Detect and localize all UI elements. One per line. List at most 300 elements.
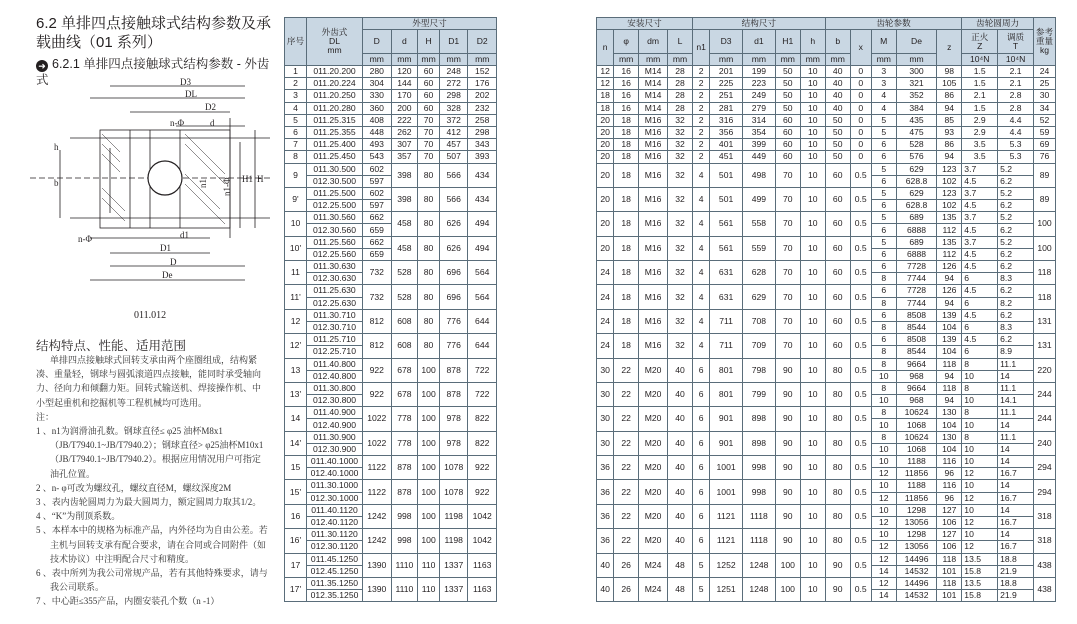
table-row (285, 126, 497, 138)
cell-b: 60 (825, 334, 850, 358)
cell-seq: 14 (285, 407, 307, 431)
cell-H: 80 (418, 163, 440, 187)
cell-H: 100 (418, 382, 440, 406)
cell-D3: 631 (710, 261, 743, 285)
cell-f1: 13.5 (962, 577, 998, 589)
table-row (597, 90, 1056, 102)
cell-D3: 451 (710, 151, 743, 163)
cell-De: 8544 (896, 346, 937, 358)
cell-De: 11856 (896, 492, 937, 504)
cell-n: 20 (597, 139, 614, 151)
cell-M: 12 (871, 468, 896, 480)
cell-D: 280 (363, 66, 392, 78)
cell-D3: 901 (710, 431, 743, 455)
cell-De: 6888 (896, 224, 937, 236)
cell-L: 32 (668, 114, 693, 126)
cell-seq: 11' (285, 285, 307, 309)
cell-D3: 316 (710, 114, 743, 126)
col-d1: d1 (742, 30, 775, 54)
cell-d: 1110 (391, 553, 418, 577)
cell-z: 104 (937, 443, 962, 455)
cell-f2: 8.2 (998, 297, 1034, 309)
cell-model: 011.30.560 (307, 212, 363, 224)
cell-d: 458 (391, 212, 418, 236)
group-outline: 外型尺寸 (363, 18, 497, 30)
cell-H: 100 (418, 504, 440, 528)
cell-n: 20 (597, 236, 614, 260)
col-b: b (825, 30, 850, 54)
cell-model: 011.40.800 (307, 358, 363, 370)
cell-M: 5 (871, 236, 896, 248)
table-row (285, 114, 497, 126)
table-row (285, 212, 497, 224)
cell-z: 123 (937, 163, 962, 175)
cell-b: 50 (825, 151, 850, 163)
cell-dm: M20 (639, 504, 668, 528)
cell-d1: 798 (742, 358, 775, 382)
cell-H: 60 (418, 78, 440, 90)
label-d3: D3 (180, 78, 191, 87)
col-De: De (896, 30, 937, 54)
cell-b: 50 (825, 139, 850, 151)
cell-M: 10 (871, 529, 896, 541)
cell-n: 30 (597, 358, 614, 382)
cell-d: 262 (391, 126, 418, 138)
cell-h: 10 (800, 480, 825, 504)
cell-z: 102 (937, 175, 962, 187)
cell-De: 14496 (896, 553, 937, 565)
cell-D: 330 (363, 90, 392, 102)
cell-L: 32 (668, 236, 693, 260)
svg-text:b: b (54, 178, 59, 188)
cell-f2: 14 (998, 456, 1034, 468)
cell-L: 28 (668, 102, 693, 114)
cell-f1: 10 (962, 529, 998, 541)
cell-D: 1390 (363, 577, 392, 601)
cell-d1: 1248 (742, 553, 775, 577)
cell-f1: 2.1 (962, 90, 998, 102)
cell-z: 139 (937, 309, 962, 321)
cell-p: 16 (614, 66, 639, 78)
cell-d: 608 (391, 334, 418, 358)
cell-b: 90 (825, 577, 850, 601)
cell-H1: 90 (775, 407, 800, 431)
cell-dm: M16 (639, 151, 668, 163)
cell-De: 968 (896, 395, 937, 407)
cell-De: 13056 (896, 541, 937, 553)
col-d2: D2 (468, 30, 497, 54)
cell-x: 0.5 (850, 187, 871, 211)
cell-D1: 696 (439, 261, 468, 285)
cell-weight: 318 (1034, 529, 1056, 553)
cell-De: 1068 (896, 419, 937, 431)
table-row (597, 163, 1056, 175)
cell-d: 678 (391, 358, 418, 382)
cell-L: 32 (668, 261, 693, 285)
cell-model: 012.30.1120 (307, 541, 363, 553)
cell-h: 10 (800, 163, 825, 187)
cell-n: 18 (597, 90, 614, 102)
cell-H1: 70 (775, 261, 800, 285)
cell-De: 628.8 (896, 200, 937, 212)
cell-dm: M24 (639, 553, 668, 577)
cell-f1: 3.7 (962, 163, 998, 175)
cell-D2: 1042 (468, 529, 497, 553)
cell-D3: 801 (710, 358, 743, 382)
cell-L: 28 (668, 66, 693, 78)
features-body (36, 353, 268, 609)
cell-d: 528 (391, 285, 418, 309)
table-row (285, 407, 497, 419)
cell-d1: 499 (742, 187, 775, 211)
table-row (597, 285, 1056, 297)
cell-D1: 248 (439, 66, 468, 78)
cell-D3: 201 (710, 66, 743, 78)
left-panel (0, 0, 280, 624)
cell-seq: 16' (285, 529, 307, 553)
cell-M: 14 (871, 565, 896, 577)
cell-D: 493 (363, 139, 392, 151)
cell-p: 18 (614, 151, 639, 163)
cell-model: 011.40.900 (307, 407, 363, 419)
cell-h: 10 (800, 236, 825, 260)
col-x: x (850, 30, 871, 66)
cell-d1: 1118 (742, 529, 775, 553)
table-row (597, 480, 1056, 492)
table-row (597, 553, 1056, 565)
cell-f2: 4.4 (998, 114, 1034, 126)
note-item: 5 、本样本中的规格为标准产品，内外径均为自由公差。若主机与回转支承有配合要求，请在合同或合同附件（如技术协议）中注明配合尺寸和精度。 (36, 525, 268, 564)
cell-M: 8 (871, 358, 896, 370)
cell-weight: 30 (1034, 90, 1056, 102)
cell-f1: 8 (962, 358, 998, 370)
cell-H: 100 (418, 358, 440, 382)
cell-De: 628.8 (896, 175, 937, 187)
cell-d1: 709 (742, 334, 775, 358)
cell-f1: 1.5 (962, 78, 998, 90)
note-item: 1 、n1为润滑油孔数。钢球直径≤ φ25 油杯M8x1（JB/T7940.1~JB/T7940.2）；钢球直径> φ25油杯M10x1（JB/T7940.1~JB/T7940.2）。根据应用情况用户可指定油孔位置。 (36, 426, 264, 479)
cell-D1: 696 (439, 285, 468, 309)
col-force-tempered: 调质 T (998, 30, 1034, 54)
cell-De: 9664 (896, 358, 937, 370)
cell-D1: 372 (439, 114, 468, 126)
col-L: L (668, 30, 693, 54)
unit-force: 10⁴N (962, 54, 998, 66)
cell-seq: 11 (285, 261, 307, 285)
cell-z: 123 (937, 187, 962, 199)
cell-H: 60 (418, 90, 440, 102)
unit-mm: mm (418, 54, 440, 66)
cell-De: 384 (896, 102, 937, 114)
table-row (597, 102, 1056, 114)
cell-model: 011.30.800 (307, 382, 363, 394)
cell-model: 011.25.400 (307, 139, 363, 151)
cell-n1: 4 (693, 236, 710, 260)
cell-M: 6 (871, 200, 896, 212)
cell-f1: 10 (962, 456, 998, 468)
cell-n1: 6 (693, 529, 710, 553)
cell-model: 011.20.224 (307, 78, 363, 90)
cell-f1: 10 (962, 480, 998, 492)
features-heading: 结构特点、性能、适用范围 (36, 339, 187, 353)
cell-d1: 279 (742, 102, 775, 114)
cell-H1: 70 (775, 187, 800, 211)
cell-model: 012.30.500 (307, 175, 363, 187)
table-row (285, 504, 497, 516)
cell-p: 18 (614, 334, 639, 358)
cell-h: 10 (800, 78, 825, 90)
cell-De: 968 (896, 370, 937, 382)
table-row (597, 236, 1056, 248)
cell-n1: 2 (693, 126, 710, 138)
cell-D1: 566 (439, 163, 468, 187)
cell-d1: 558 (742, 212, 775, 236)
cell-f2: 21.9 (998, 565, 1034, 577)
cell-L: 40 (668, 407, 693, 431)
cell-H1: 90 (775, 480, 800, 504)
cell-H: 80 (418, 261, 440, 285)
cell-f1: 4.5 (962, 200, 998, 212)
cell-n: 36 (597, 480, 614, 504)
cell-p: 22 (614, 529, 639, 553)
table-row (285, 187, 497, 199)
cell-x: 0.5 (850, 309, 871, 333)
col-h: h (800, 30, 825, 54)
cell-p: 18 (614, 187, 639, 211)
cell-f2: 6.2 (998, 224, 1034, 236)
cell-L: 32 (668, 151, 693, 163)
cell-x: 0 (850, 66, 871, 78)
cell-h: 10 (800, 456, 825, 480)
cell-De: 9664 (896, 382, 937, 394)
cell-D1: 626 (439, 236, 468, 260)
cell-D: 922 (363, 382, 392, 406)
cell-D1: 878 (439, 358, 468, 382)
cell-n: 24 (597, 309, 614, 333)
cell-H1: 60 (775, 126, 800, 138)
cell-f2: 16.7 (998, 541, 1034, 553)
cell-M: 10 (871, 443, 896, 455)
cell-M: 12 (871, 492, 896, 504)
cell-f2: 14 (998, 419, 1034, 431)
col-model: 外齿式 DL mm (307, 18, 363, 66)
cell-weight: 34 (1034, 102, 1056, 114)
cell-D2: 202 (468, 90, 497, 102)
cell-x: 0.5 (850, 261, 871, 285)
cell-z: 94 (937, 395, 962, 407)
cell-dm: M16 (639, 285, 668, 309)
cell-model: 012.25.630 (307, 297, 363, 309)
cell-f2: 6.2 (998, 261, 1034, 273)
cell-dm: M16 (639, 139, 668, 151)
cell-b: 80 (825, 407, 850, 431)
table-row (285, 261, 497, 273)
cell-z: 118 (937, 382, 962, 394)
cell-n: 40 (597, 577, 614, 601)
cell-z: 112 (937, 248, 962, 260)
cell-D3: 901 (710, 407, 743, 431)
cell-M: 6 (871, 175, 896, 187)
cell-h: 10 (800, 382, 825, 406)
cell-model: 012.30.800 (307, 395, 363, 407)
cell-H1: 70 (775, 309, 800, 333)
table-row (597, 78, 1056, 90)
cell-D: 602 (363, 163, 392, 175)
cell-seq: 6 (285, 126, 307, 138)
cell-H1: 90 (775, 358, 800, 382)
cell-h: 10 (800, 529, 825, 553)
cell-model: 011.25.315 (307, 114, 363, 126)
cell-b: 80 (825, 382, 850, 406)
cell-D: 1242 (363, 504, 392, 528)
unit-mm: mm (614, 54, 639, 66)
cell-d: 357 (391, 151, 418, 163)
cell-model: 011.25.560 (307, 236, 363, 248)
cell-D3: 1251 (710, 577, 743, 601)
table-row (597, 126, 1056, 138)
cell-model: 011.30.500 (307, 163, 363, 175)
cell-d1: 708 (742, 309, 775, 333)
cell-x: 0.5 (850, 358, 871, 382)
cell-H: 100 (418, 480, 440, 504)
note-item: 2 、n- φ可改为螺纹孔，螺纹直径M，螺纹深度2M (36, 482, 232, 493)
cell-D3: 356 (710, 126, 743, 138)
cell-weight: 294 (1034, 480, 1056, 504)
group-gear: 齿轮参数 (825, 18, 962, 30)
cell-M: 3 (871, 66, 896, 78)
cell-p: 18 (614, 163, 639, 187)
cell-d1: 399 (742, 139, 775, 151)
cell-H1: 100 (775, 553, 800, 577)
cell-d1: 628 (742, 261, 775, 285)
cell-D: 597 (363, 175, 392, 187)
cell-De: 10624 (896, 407, 937, 419)
cell-D: 812 (363, 334, 392, 358)
cell-n: 20 (597, 212, 614, 236)
table-row (597, 407, 1056, 419)
cell-dm: M16 (639, 126, 668, 138)
cell-d: 307 (391, 139, 418, 151)
cell-h: 10 (800, 334, 825, 358)
cell-d1: 249 (742, 90, 775, 102)
cell-dm: M20 (639, 480, 668, 504)
cell-f1: 4.5 (962, 224, 998, 236)
cell-model: 011.25.630 (307, 285, 363, 297)
cell-H: 60 (418, 66, 440, 78)
cell-x: 0.5 (850, 456, 871, 480)
cell-L: 40 (668, 504, 693, 528)
cell-n: 36 (597, 456, 614, 480)
cell-seq: 13 (285, 358, 307, 382)
table-row (597, 577, 1056, 589)
cell-f1: 3.5 (962, 151, 998, 163)
cell-D: 448 (363, 126, 392, 138)
cell-b: 90 (825, 553, 850, 577)
cell-De: 8508 (896, 309, 937, 321)
note-item: 6 、表中所列为我公司常规产品，若有其他特殊要求，请与我公司联系。 (36, 568, 268, 593)
cell-d: 398 (391, 163, 418, 187)
cell-De: 629 (896, 163, 937, 175)
cell-model: 012.40.900 (307, 419, 363, 431)
col-n1: n1 (693, 30, 710, 66)
cell-f1: 12 (962, 541, 998, 553)
cell-n: 24 (597, 261, 614, 285)
cell-n: 24 (597, 285, 614, 309)
svg-text:De: De (162, 270, 173, 280)
cell-M: 8 (871, 321, 896, 333)
cell-d: 120 (391, 66, 418, 78)
cell-z: 96 (937, 468, 962, 480)
cell-D3: 1121 (710, 529, 743, 553)
cell-dm: M20 (639, 382, 668, 406)
cell-d1: 898 (742, 407, 775, 431)
cell-p: 18 (614, 114, 639, 126)
cell-d: 458 (391, 236, 418, 260)
cell-L: 32 (668, 212, 693, 236)
cell-D2: 1163 (468, 553, 497, 577)
cell-p: 16 (614, 78, 639, 90)
cell-b: 60 (825, 261, 850, 285)
cell-d1: 223 (742, 78, 775, 90)
cell-model: 011.20.280 (307, 102, 363, 114)
cell-p: 22 (614, 504, 639, 528)
cell-M: 12 (871, 553, 896, 565)
cell-d: 778 (391, 431, 418, 455)
table-row (597, 431, 1056, 443)
cell-seq: 10' (285, 236, 307, 260)
cell-D1: 507 (439, 151, 468, 163)
table-row (285, 285, 497, 297)
group-force: 齿轮圆周力 (962, 18, 1034, 30)
cell-f2: 11.1 (998, 407, 1034, 419)
cell-weight: 89 (1034, 187, 1056, 211)
cell-seq: 13' (285, 382, 307, 406)
cell-f2: 6.2 (998, 334, 1034, 346)
unit-mm: mm (896, 54, 937, 66)
cell-h: 10 (800, 66, 825, 78)
cell-L: 40 (668, 431, 693, 455)
cell-D: 732 (363, 261, 392, 285)
cell-seq: 17' (285, 577, 307, 601)
cell-f1: 1.5 (962, 102, 998, 114)
cell-M: 6 (871, 224, 896, 236)
cell-H: 80 (418, 309, 440, 333)
cell-model: 011.30.900 (307, 431, 363, 443)
cell-M: 5 (871, 163, 896, 175)
cell-D: 812 (363, 309, 392, 333)
cell-De: 7728 (896, 285, 937, 297)
cell-weight: 294 (1034, 456, 1056, 480)
table-row (285, 90, 497, 102)
cell-h: 10 (800, 261, 825, 285)
cell-x: 0.5 (850, 163, 871, 187)
cell-z: 139 (937, 334, 962, 346)
cell-f1: 15.8 (962, 590, 998, 602)
col-n: n (597, 30, 614, 66)
cell-z: 130 (937, 431, 962, 443)
cell-n1: 6 (693, 456, 710, 480)
cell-h: 10 (800, 285, 825, 309)
col-dm: dm (639, 30, 668, 54)
unit-mm: mm (391, 54, 418, 66)
cell-b: 60 (825, 285, 850, 309)
cell-model: 011.45.1250 (307, 553, 363, 565)
cell-n1: 6 (693, 504, 710, 528)
cell-f1: 10 (962, 395, 998, 407)
cell-D: 662 (363, 212, 392, 224)
cell-d: 878 (391, 456, 418, 480)
cell-D3: 561 (710, 236, 743, 260)
